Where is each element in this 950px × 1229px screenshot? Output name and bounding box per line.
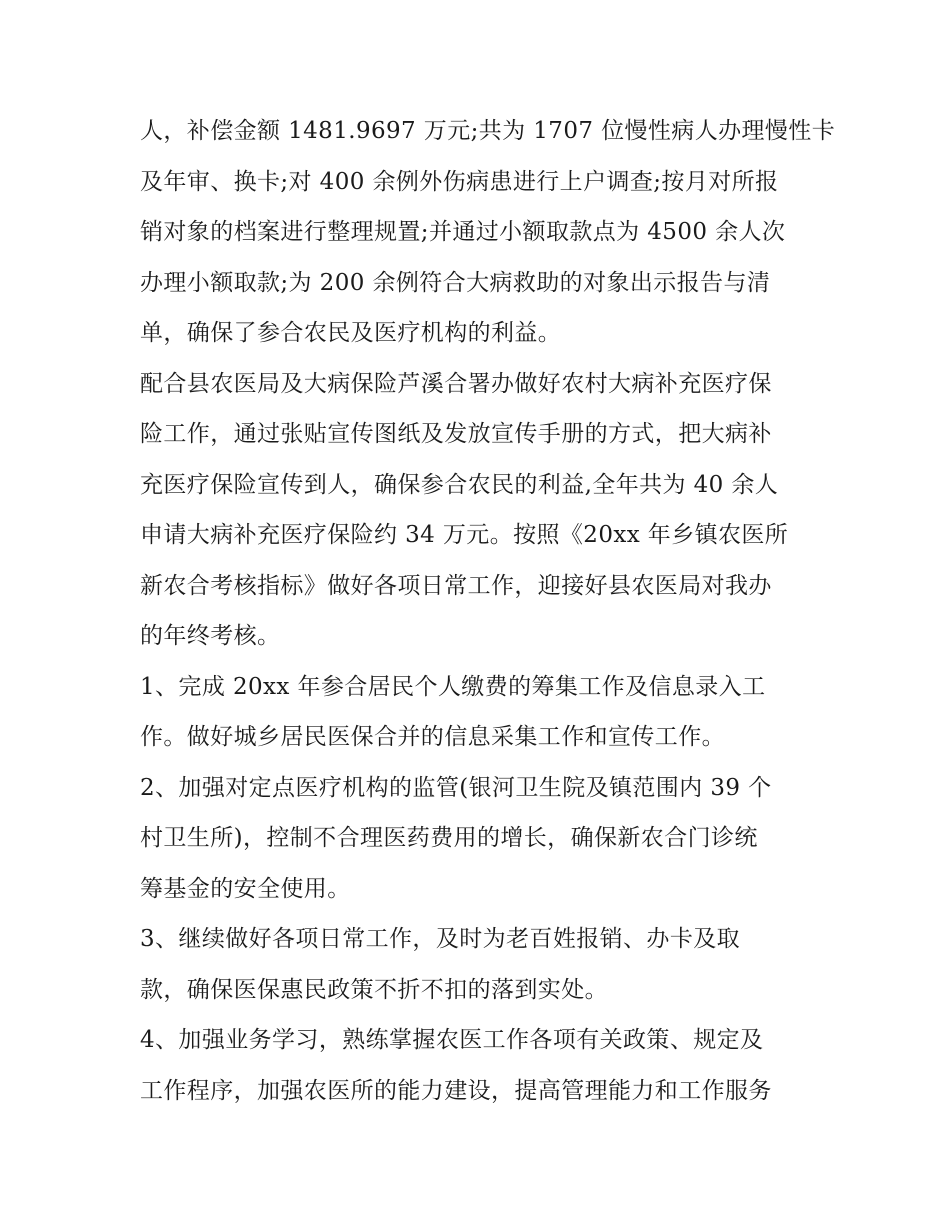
text-line: 人，补偿金额 1481.9697 万元;共为 1707 位慢性病人办理慢性卡 [140,118,836,144]
text-line: 险工作，通过张贴宣传图纸及发放宣传手册的方式，把大病补 [140,421,772,447]
text-line: 及年审、换卡;对 400 余例外伤病患进行上户调查;按月对所报 [140,168,779,195]
paragraph [140,108,836,361]
numbered-item [140,664,820,765]
text-line: 4、加强业务学习，熟练掌握农医工作各项有关政策、规定及 [140,1027,764,1053]
text-line: 办理小额取款;为 200 余例符合大病救助的对象出示报告与清 [140,269,771,296]
text-line: 村卫生所)，控制不合理医药费用的增长，确保新农合门诊统 [140,825,758,851]
numbered-item [140,916,820,1017]
text-line: 新农合考核指标》做好各项日常工作，迎接好县农医局对我办 [140,572,772,599]
text-line: 单，确保了参合农民及医疗机构的利益。 [140,320,562,346]
text-line: 销对象的档案进行整理规置;并通过小额取款点为 4500 余人次 [140,219,786,245]
text-line: 工作程序，加强农医所的能力建设，提高管理能力和工作服务 [140,1077,772,1104]
numbered-item [140,1017,820,1118]
text-line: 款，确保医保惠民政策不折不扣的落到实处。 [140,976,608,1003]
text-line: 的年终考核。 [140,623,281,649]
text-line: 配合县农医局及大病保险芦溪合署办做好农村大病补充医疗保 [140,370,772,397]
text-line: 1、完成 20xx 年参合居民个人缴费的筹集工作及信息录入工 [140,673,766,700]
paragraph [140,361,820,664]
text-line: 作。做好城乡居民医保合并的信息采集工作和宣传工作。 [140,724,725,750]
text-line: 充医疗保险宣传到人，确保参合农民的利益,全年共为 40 余人 [140,471,779,498]
text-line: 申请大病补充医疗保险约 34 万元。按照《20xx 年乡镇农医所 [140,522,789,548]
text-line: 筹基金的安全使用。 [140,875,351,902]
text-line: 2、加强对定点医疗机构的监管(银河卫生院及镇范围内 39 个 [140,774,772,801]
numbered-item [140,765,820,917]
text-line: 3、继续做好各项日常工作，及时为老百姓报销、办卡及取 [140,926,741,952]
document-body [140,108,836,1118]
